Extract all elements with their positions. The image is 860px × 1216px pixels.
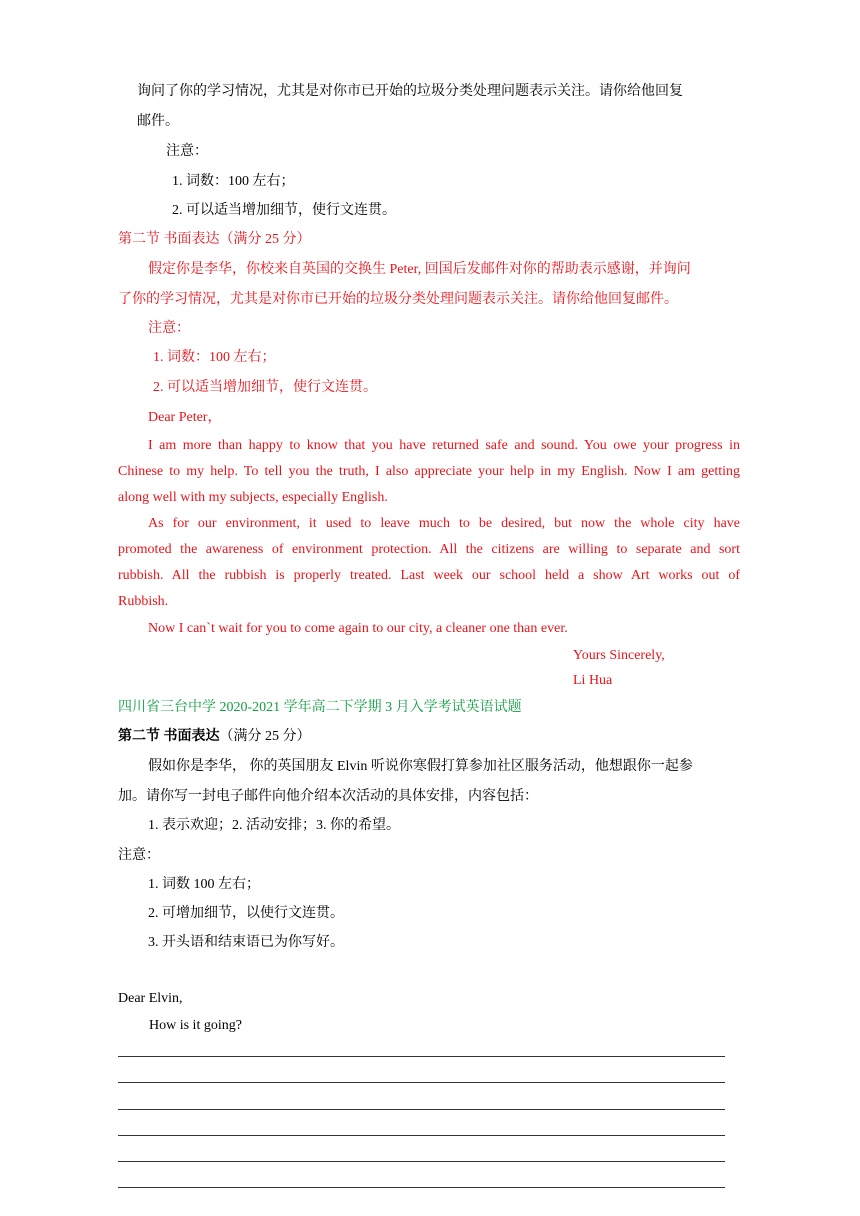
letter-p1-line-2: Chinese to my help. To tell you the truth, I also appreciate your help in my English. Now I am getting <box>118 464 740 479</box>
prev-note-2: 2. 可以适当增加细节，使行文连贯。 <box>172 203 396 218</box>
prev-note-label: 注意： <box>166 144 208 159</box>
task-prompt-line-2: 加。请你写一封电子邮件向他介绍本次活动的具体安排，内容包括： <box>118 789 538 804</box>
letter-p2-line-1: As for our environment, it used to leave much to be desired, but now the whole city have <box>148 516 740 531</box>
task-note-label: 注意： <box>118 848 160 863</box>
writing-line <box>118 1187 725 1188</box>
letter-signature: Li Hua <box>573 673 613 688</box>
prev-prompt-line-1: 询问了你的学习情况，尤其是对你市已开始的垃圾分类处理问题表示关注。请你给他回复 <box>137 84 683 99</box>
task-note-1: 1. 词数 100 左右； <box>148 877 260 892</box>
writing-line <box>118 1109 725 1110</box>
task-opening: How is it going? <box>149 1018 242 1033</box>
task-prompt-line-1: 假如你是李华， 你的英国朋友 Elvin 听说你寒假打算参加社区服务活动，他想跟你一起参 <box>148 759 693 774</box>
task-items: 1. 表示欢迎；2. 活动安排；3. 你的希望。 <box>148 818 400 833</box>
prev-prompt-line-2: 邮件。 <box>137 114 179 129</box>
answer-note-2: 2. 可以适当增加细节，使行文连贯。 <box>153 380 377 395</box>
letter-greeting: Dear Peter， <box>148 410 222 425</box>
writing-line <box>118 1135 725 1136</box>
letter-closing: Yours Sincerely, <box>573 648 665 663</box>
task-note-3: 3. 开头语和结束语已为你写好。 <box>148 935 344 950</box>
letter-p2-line-2: promoted the awareness of environment protection. All the citizens are willing to separate and sort <box>118 542 740 557</box>
answer-note-1: 1. 词数：100 左右； <box>153 350 276 365</box>
answer-section-title: 第二节 书面表达（满分 25 分） <box>118 232 311 247</box>
task-section-bold: 第二节 书面表达 <box>118 729 220 744</box>
letter-p2-line-4: Rubbish. <box>118 594 169 609</box>
letter-p3: Now I can`t wait for you to come again to our city, a cleaner one than ever. <box>148 621 568 636</box>
source-heading: 四川省三台中学 2020-2021 学年高二下学期 3 月入学考试英语试题 <box>118 700 522 715</box>
letter-p2-line-3: rubbish. All the rubbish is properly treated. Last week our school held a show Art works out of <box>118 568 740 583</box>
writing-line <box>118 1161 725 1162</box>
letter-p1-line-1: I am more than happy to know that you have returned safe and sound. You owe your progress in <box>148 438 740 453</box>
prev-note-1: 1. 词数：100 左右； <box>172 174 295 189</box>
task-greeting: Dear Elvin, <box>118 991 183 1006</box>
letter-p1-line-3: along well with my subjects, especially English. <box>118 490 388 505</box>
answer-note-label: 注意： <box>148 321 190 336</box>
writing-line <box>118 1082 725 1083</box>
task-note-2: 2. 可增加细节，以使行文连贯。 <box>148 906 344 921</box>
writing-line <box>118 1056 725 1057</box>
answer-prompt-line-2: 了你的学习情况，尤其是对你市已开始的垃圾分类处理问题表示关注。请你给他回复邮件。 <box>118 292 678 307</box>
task-section-score: （满分 25 分） <box>219 729 311 744</box>
answer-prompt-line-1: 假定你是李华，你校来自英国的交换生 Peter, 回国后发邮件对你的帮助表示感谢，并询问 <box>148 262 691 277</box>
task-section-title <box>118 727 311 747</box>
